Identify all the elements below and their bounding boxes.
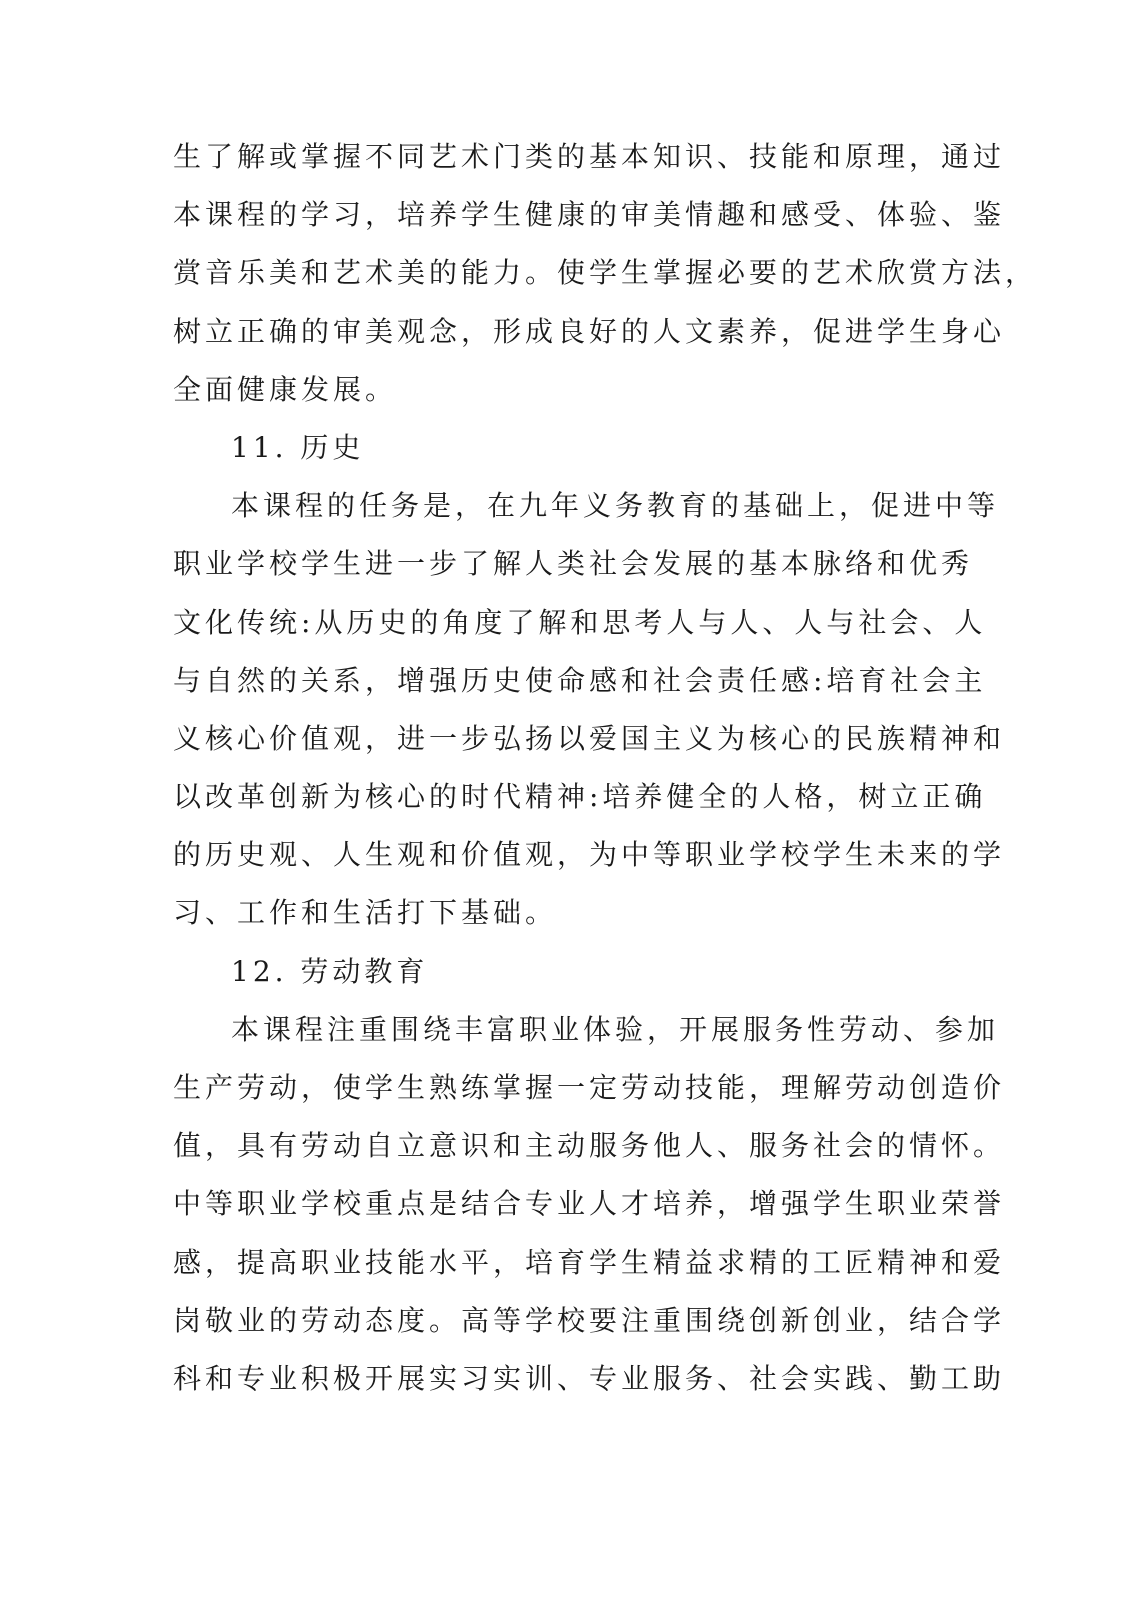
body-line: 以改革创新为核心的时代精神:培养健全的人格，树立正确 <box>173 780 987 814</box>
body-line: 赏音乐美和艺术美的能力。使学生掌握必要的艺术欣赏方法， <box>173 256 1038 290</box>
paragraph-first-line: 本课程注重围绕丰富职业体验，开展服务性劳动、参加 <box>231 1012 1000 1046</box>
body-line: 岗敬业的劳动态度。高等学校要注重围绕创新创业，结合学 <box>173 1303 1006 1337</box>
body-line: 生产劳动，使学生熟练掌握一定劳动技能，理解劳动创造价 <box>173 1071 1006 1104</box>
body-line: 职业学校学生进一步了解人类社会发展的基本脉络和优秀 <box>173 547 974 581</box>
body-line: 与自然的关系，增强历史使命感和社会责任感:培育社会主 <box>173 663 987 697</box>
body-line: 科和专业积极开展实习实训、专业服务、社会实践、勤工助 <box>173 1361 1006 1395</box>
section-heading-history: 11. 历史 <box>231 430 365 464</box>
body-line: 文化传统:从历史的角度了解和思考人与人、人与社会、人 <box>173 605 987 639</box>
body-line: 感，提高职业技能水平，培育学生精益求精的工匠精神和爱 <box>173 1245 1006 1279</box>
paragraph-first-line: 本课程的任务是，在九年义务教育的基础上，促进中等 <box>231 489 1000 523</box>
body-line: 习、工作和生活打下基础。 <box>173 896 558 930</box>
section-heading-labor-education: 12. 劳动教育 <box>231 954 429 988</box>
body-line: 的历史观、人生观和价值观，为中等职业学校学生未来的学 <box>173 838 1006 872</box>
body-line: 本课程的学习，培养学生健康的审美情趣和感受、体验、鉴 <box>173 198 1006 232</box>
body-line: 生了解或掌握不同艺术门类的基本知识、技能和原理，通过 <box>173 140 1006 173</box>
body-line: 义核心价值观，进一步弘扬以爱国主义为核心的民族精神和 <box>173 721 1006 755</box>
body-line: 树立正确的审美观念，形成良好的人文素养，促进学生身心 <box>173 314 1006 348</box>
body-line: 中等职业学校重点是结合专业人才培养，增强学生职业荣誉 <box>173 1187 1006 1221</box>
body-line: 全面健康发展。 <box>173 372 398 406</box>
body-line: 值，具有劳动自立意识和主动服务他人、服务社会的情怀。 <box>173 1129 1006 1163</box>
document-body <box>173 128 1038 1408</box>
